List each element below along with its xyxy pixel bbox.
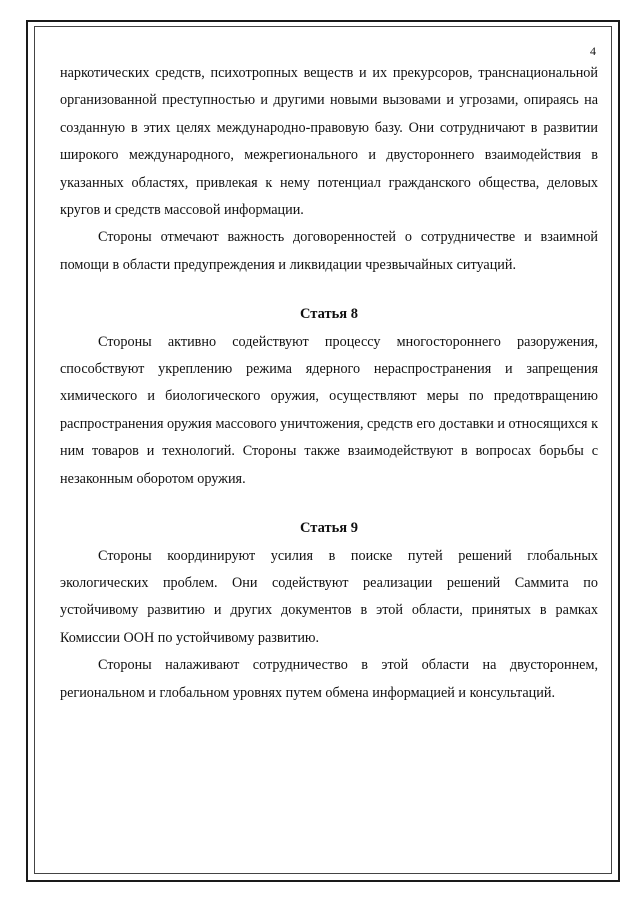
paragraph-continuation: наркотических средств, психотропных веществ и их прекурсоров, транснациональной организованной преступностью и другими новыми вызовами и угрозами, опираясь на созданную в этих целях международно-правовую базу. Они сотрудничают в развитии широкого международного, межрегионального и двустороннего взаимодействия в указанных областях, привлекая к нему потенциал гражданского общества, деловых кругов и средств массовой информации. <box>60 65 598 219</box>
article-9-paragraph-1: Стороны координируют усилия в поиске путей решений глобальных экологических проблем. Они содействуют реализации решений Саммита по устойчивому развитию и других документов в этой области, принятых в рамках Комиссии ООН по устойчивому развитию. <box>60 547 598 646</box>
spacer <box>60 279 598 301</box>
document-body <box>60 60 598 707</box>
article-8-heading: Статья 8 <box>300 306 358 323</box>
article-9-paragraph-2: Стороны налаживают сотрудничество в этой области на двустороннем, региональном и глобальном уровнях путем обмена информацией и консультаций. <box>60 657 598 701</box>
spacer <box>60 493 598 515</box>
article-9-heading: Статья 9 <box>300 520 358 537</box>
page-number: 4 <box>590 44 596 58</box>
paragraph-emergency: Стороны отмечают важность договоренностей о сотрудничестве и взаимной помощи в области предупреждения и ликвидации чрезвычайных ситуаций. <box>60 229 598 273</box>
article-8-paragraph: Стороны активно содействуют процессу многостороннего разоружения, способствуют укреплению режима ядерного нераспространения и запрещения химического и биологического оружия, осуществляют меры по предотвращению распространения оружия массового уничтожения, средств его доставки и относящихся к ним товаров и технологий. Стороны также взаимодействуют в вопросах борьбы с незаконным оборотом оружия. <box>60 333 598 487</box>
